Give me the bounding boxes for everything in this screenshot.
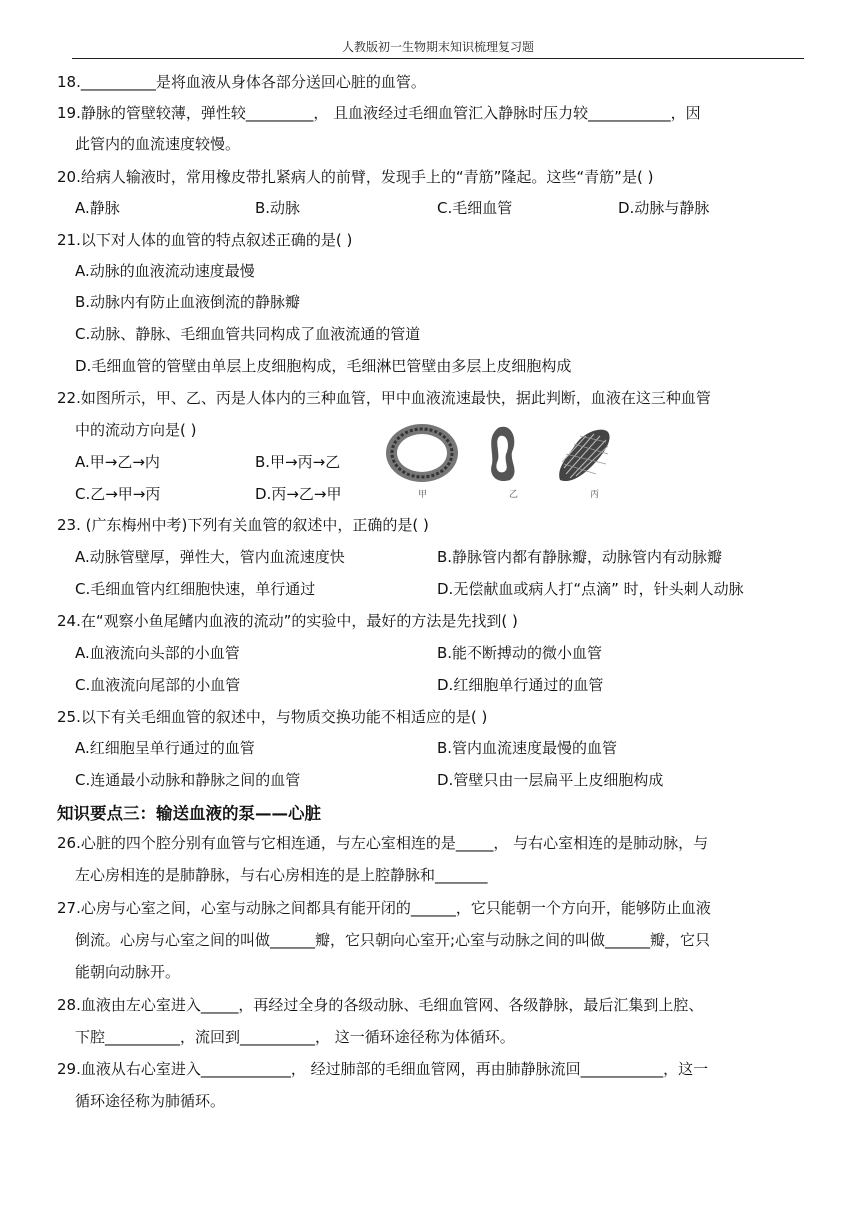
question-26-line1: 26.心脏的四个腔分别有血管与它相连通，与左心室相连的是_____， 与右心室相连的是肺动脉，与 xyxy=(57,834,709,852)
question-25-option-c: C.连通最小动脉和静脉之间的血管 xyxy=(75,771,301,789)
question-29-line1: 29.血液从右心室进入____________， 经过肺部的毛细血管网，再由肺静脉流回___________，这一 xyxy=(57,1060,709,1078)
vessel-bing-image xyxy=(559,430,609,481)
question-19-line1: 19.静脉的管壁较薄，弹性较_________， 且血液经过毛细血管汇入静脉时压力较___________，因 xyxy=(57,104,701,122)
question-25-option-a: A.红细胞呈单行通过的血管 xyxy=(75,739,255,757)
blood-vessel-figure xyxy=(380,418,620,488)
question-22-option-b: B.甲→丙→乙 xyxy=(255,453,341,471)
question-20-option-c: C.毛细血管 xyxy=(437,199,513,217)
question-20-option-b: B.动脉 xyxy=(255,199,301,217)
question-22-option-a: A.甲→乙→内 xyxy=(75,453,160,471)
question-27-line2: 倒流。心房与心室之间的叫做______瓣，它只朝向心室开;心室与动脉之间的叫做______瓣，它只 xyxy=(75,931,711,949)
question-24: 24.在“观察小鱼尾鳍内血液的流动”的实验中，最好的方法是先找到( ) xyxy=(57,612,518,630)
question-21-option-b: B.动脉内有防止血液倒流的静脉瓣 xyxy=(75,293,301,311)
question-25-option-d: D.管壁只由一层扁平上皮细胞构成 xyxy=(437,771,664,789)
question-24-option-a: A.血液流向头部的小血管 xyxy=(75,644,240,662)
question-21-option-d: D.毛细血管的管壁由单层上皮细胞构成，毛细淋巴管壁由多层上皮细胞构成 xyxy=(75,357,572,375)
figure-label-jia: 甲 xyxy=(418,490,428,500)
vessel-yi-image xyxy=(491,427,514,481)
question-22-option-c: C.乙→甲→丙 xyxy=(75,485,161,503)
question-23-option-b: B.静脉管内都有静脉瓣，动脉管内有动脉瓣 xyxy=(437,548,723,566)
question-23-option-d: D.无偿献血或病人打“点滴” 时，针头刺人动脉 xyxy=(437,580,744,598)
question-21-option-c: C.动脉、静脉、毛细血管共同构成了血液流通的管道 xyxy=(75,325,421,343)
question-28-line1: 28.血液由左心室进入_____，再经过全身的各级动脉、毛细血管网、各级静脉，最后汇集到上腔、 xyxy=(57,996,704,1014)
question-22-line1: 22.如图所示，甲、乙、丙是人体内的三种血管，甲中血液流速最快，据此判断，血液在这三种血管 xyxy=(57,389,711,407)
question-21: 21.以下对人体的血管的特点叙述正确的是( ) xyxy=(57,231,353,249)
question-29-line2: 循环途径称为肺循环。 xyxy=(75,1092,226,1110)
question-27-line1: 27.心房与心室之间，心室与动脉之间都具有能开闭的______，它只能朝一个方向开，能够防止血液 xyxy=(57,899,711,917)
figure-label-bing: 丙 xyxy=(590,490,600,500)
question-23-option-c: C.毛细血管内红细胞快速，单行通过 xyxy=(75,580,316,598)
question-23: 23. (广东梅州中考)下列有关血管的叙述中，正确的是( ) xyxy=(57,516,429,534)
figure-label-yi: 乙 xyxy=(509,490,519,500)
question-21-option-a: A.动脉的血液流动速度最慢 xyxy=(75,262,255,280)
question-22-option-d: D.丙→乙→甲 xyxy=(255,485,342,503)
header-divider xyxy=(72,58,804,59)
page-header: 人教版初一生物期末知识梳理复习题 xyxy=(341,40,534,54)
question-24-option-d: D.红细胞单行通过的血管 xyxy=(437,676,604,694)
question-20: 20.给病人输液时，常用橡皮带扎紧病人的前臂，发现手上的“青筋”隆起。这些“青筋”是( ) xyxy=(57,168,654,186)
question-24-option-b: B.能不断搏动的微小血管 xyxy=(437,644,603,662)
question-28-line2: 下腔__________，流回到__________， 这一循环途径称为体循环。 xyxy=(75,1028,515,1046)
question-20-option-d: D.动脉与静脉 xyxy=(618,199,710,217)
question-19-line2: 此管内的血流速度较慢。 xyxy=(75,135,241,153)
question-24-option-c: C.血液流向尾部的小血管 xyxy=(75,676,241,694)
question-25-option-b: B.管内血流速度最慢的血管 xyxy=(437,739,618,757)
question-25: 25.以下有关毛细血管的叙述中，与物质交换功能不相适应的是( ) xyxy=(57,708,488,726)
question-26-line2: 左心房相连的是肺静脉，与右心房相连的是上腔静脉和_______ xyxy=(75,866,488,884)
section-heading-heart: 知识要点三：输送血液的泵——心脏 xyxy=(57,804,321,823)
question-23-option-a: A.动脉管壁厚，弹性大，管内血流速度快 xyxy=(75,548,345,566)
question-20-option-a: A.静脉 xyxy=(75,199,120,217)
question-27-line3: 能朝向动脉开。 xyxy=(75,963,181,981)
question-18: 18.__________是将血液从身体各部分送回心脏的血管。 xyxy=(57,73,426,91)
vessel-jia-image xyxy=(386,424,458,482)
question-22-line2: 中的流动方向是( ) xyxy=(75,421,197,439)
